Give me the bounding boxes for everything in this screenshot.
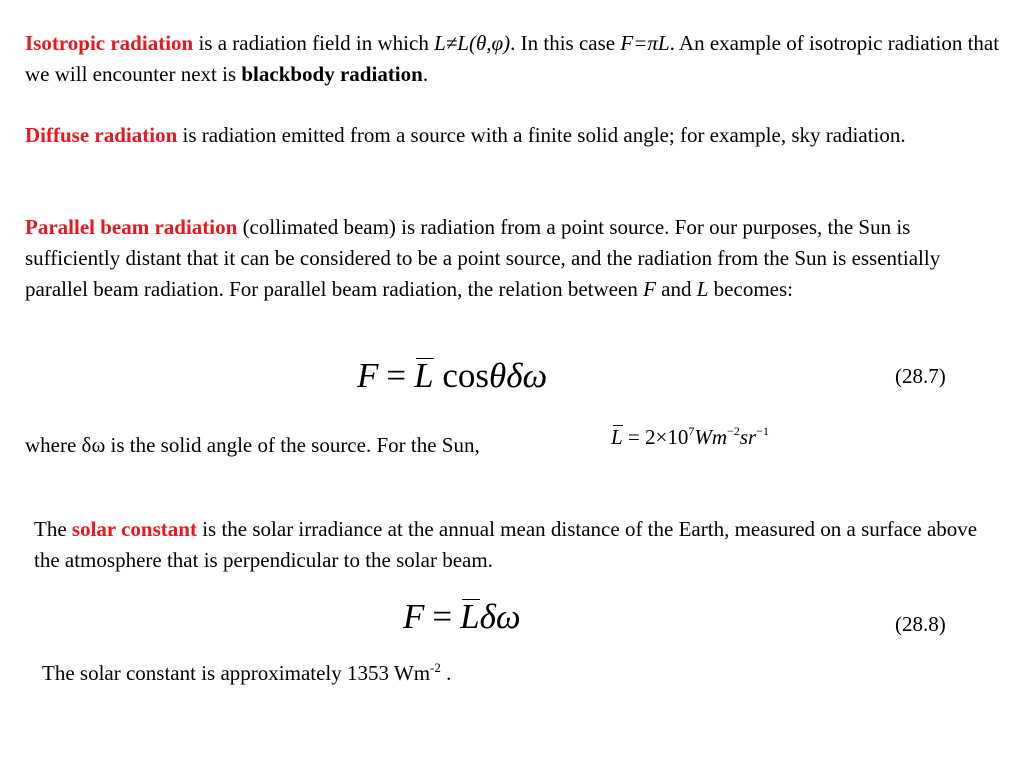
final-text: The solar constant is approximately 1353 Wm bbox=[42, 661, 431, 685]
parallel-text-3: becomes: bbox=[708, 277, 793, 301]
sun-unit-sr: sr bbox=[739, 425, 757, 449]
equation-28-7 bbox=[357, 356, 547, 396]
sun-exp-minus-1: −1 bbox=[756, 424, 769, 438]
parallel-text: (collimated beam) is radiation from a point source. For our purposes, the Sun is sufficiently distant that it can be considered to be a point source, and the radiation from the Sun is essentially parallel beam radiation. For parallel beam radiation, the relation between bbox=[25, 215, 941, 301]
eq2-delta-omega: δω bbox=[479, 597, 521, 636]
isotropic-math-f: F=πL bbox=[620, 31, 670, 55]
final-end: . bbox=[440, 661, 452, 685]
isotropic-text-4: . bbox=[422, 62, 429, 86]
sun-l-bar: L bbox=[611, 425, 623, 449]
parallel-paragraph bbox=[25, 212, 1005, 305]
eq2-lhs: F bbox=[403, 597, 425, 636]
diffuse-text: is radiation emitted from a source with a finite solid angle; for example, sky radiation. bbox=[177, 123, 906, 147]
diffuse-term: Diffuse radiation bbox=[25, 123, 178, 147]
eq1-lhs: F bbox=[357, 356, 379, 395]
equation-28-8 bbox=[403, 597, 521, 637]
eq1-equals: = bbox=[386, 356, 407, 395]
equation-number-28-7: (28.7) bbox=[895, 364, 946, 388]
where-paragraph: where δω is the solid angle of the source. For the Sun, bbox=[25, 433, 480, 457]
blackbody-term: blackbody radiation bbox=[241, 62, 423, 86]
isotropic-paragraph bbox=[25, 28, 1005, 90]
equation-number-28-8: (28.8) bbox=[895, 612, 946, 636]
sun-unit-wm: Wm bbox=[694, 425, 728, 449]
sun-exp-7: 7 bbox=[688, 424, 695, 438]
solar-constant-term: solar constant bbox=[71, 517, 197, 541]
diffuse-paragraph bbox=[25, 120, 1005, 151]
solar-prefix: The bbox=[34, 517, 72, 541]
parallel-var-l: L bbox=[696, 277, 709, 301]
isotropic-text: is a radiation field in which bbox=[193, 31, 435, 55]
eq1-cos: cos bbox=[442, 356, 490, 395]
parallel-text-2: and bbox=[655, 277, 697, 301]
solar-text: is the solar irradiance at the annual mean distance of the Earth, measured on a surface above the atmosphere that is perpendicular to the solar beam. bbox=[34, 517, 978, 572]
parallel-var-f: F bbox=[643, 277, 656, 301]
isotropic-term: Isotropic radiation bbox=[25, 31, 194, 55]
isotropic-text-2: . In this case bbox=[510, 31, 621, 55]
isotropic-text-3: . An example of isotropic radiation that we will encounter next is bbox=[25, 31, 1000, 86]
isotropic-math-l: L≠L(θ,φ) bbox=[434, 31, 511, 55]
solar-constant-paragraph bbox=[34, 514, 1004, 576]
sun-exp-minus-2: −2 bbox=[727, 424, 740, 438]
eq1-l-bar: L bbox=[414, 356, 434, 395]
eq2-l-bar: L bbox=[460, 597, 480, 636]
final-paragraph bbox=[42, 652, 942, 689]
final-exp: -2 bbox=[430, 660, 441, 675]
parallel-term: Parallel beam radiation bbox=[25, 215, 238, 239]
eq2-equals: = bbox=[432, 597, 453, 636]
sun-radiance-equation bbox=[611, 424, 769, 450]
eq1-theta-delta-omega: θδω bbox=[489, 356, 548, 395]
sun-value: = 2×10 bbox=[627, 425, 689, 449]
